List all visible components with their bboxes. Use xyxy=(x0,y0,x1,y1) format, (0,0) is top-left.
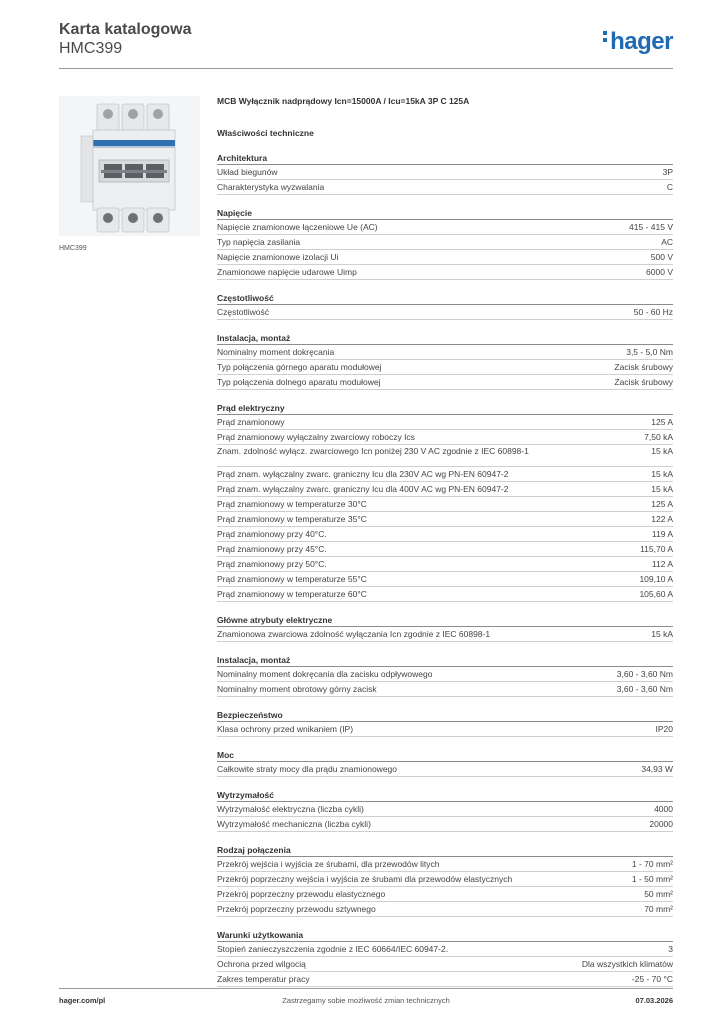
spec-value: 3P xyxy=(662,167,673,177)
spec-row xyxy=(217,872,673,887)
spec-value: 20000 xyxy=(649,819,673,829)
spec-value: Zacisk śrubowy xyxy=(614,377,673,387)
spec-group xyxy=(217,293,673,320)
spec-row xyxy=(217,627,673,642)
spec-value: C xyxy=(666,182,673,192)
spec-value: 3,60 - 3,60 Nm xyxy=(616,669,673,679)
spec-row xyxy=(217,527,673,542)
spec-group xyxy=(217,710,673,737)
document-subtitle: HMC399 xyxy=(59,40,123,57)
spec-label: Nominalny moment dokręcania dla zacisku odpływowego xyxy=(217,669,433,679)
spec-value: 70 mm² xyxy=(644,904,673,914)
spec-label: Prąd znamionowy w temperaturze 30°C xyxy=(217,499,367,509)
spec-value: 15 kA xyxy=(651,469,673,479)
spec-label: Zakres temperatur pracy xyxy=(217,974,310,984)
spec-row xyxy=(217,180,673,195)
spec-value: 6000 V xyxy=(646,267,673,277)
spec-group-title: Napięcie xyxy=(217,208,673,220)
spec-value: 125 A xyxy=(651,499,673,509)
spec-group-title: Wytrzymałość xyxy=(217,790,673,802)
footer-divider xyxy=(59,988,673,989)
spec-value: AC xyxy=(661,237,673,247)
spec-value: IP20 xyxy=(655,724,673,734)
spec-row xyxy=(217,415,673,430)
spec-value: 3,5 - 5,0 Nm xyxy=(626,347,673,357)
spec-row xyxy=(217,902,673,917)
spec-group xyxy=(217,333,673,390)
page-footer xyxy=(59,996,673,1008)
spec-label: Znamionowa zwarciowa zdolność wyłączania Icn zgodnie z IEC 60898-1 xyxy=(217,629,491,639)
spec-value: 125 A xyxy=(651,417,673,427)
document-title: Karta katalogowa xyxy=(59,21,192,38)
spec-value: 415 - 415 V xyxy=(629,222,673,232)
spec-row xyxy=(217,802,673,817)
spec-value: 4000 xyxy=(654,804,673,814)
spec-value: 50 - 60 Hz xyxy=(633,307,673,317)
image-caption: HMC399 xyxy=(59,245,87,252)
spec-row xyxy=(217,235,673,250)
spec-row xyxy=(217,722,673,737)
page-header xyxy=(59,20,673,60)
spec-row xyxy=(217,667,673,682)
spec-row xyxy=(217,587,673,602)
product-image xyxy=(59,96,200,236)
spec-label: Prąd znam. wyłączalny zwarc. graniczny Icu dla 230V AC wg PN-EN 60947-2 xyxy=(217,469,509,479)
spec-group xyxy=(217,845,673,917)
spec-value: 115,70 A xyxy=(640,544,673,554)
spec-label: Prąd znamionowy w temperaturze 60°C xyxy=(217,589,367,599)
spec-group-title: Warunki użytkowania xyxy=(217,930,673,942)
logo-text: hager xyxy=(610,28,673,55)
product-title: MCB Wyłącznik nadprądowy Icn=15000A / Icu=15kA 3P C 125A xyxy=(217,96,470,106)
spec-label: Prąd znam. wyłączalny zwarc. graniczny Icu dla 400V AC wg PN-EN 60947-2 xyxy=(217,484,509,494)
spec-group xyxy=(217,790,673,832)
spec-label: Przekrój poprzeczny przewodu sztywnego xyxy=(217,904,376,914)
spec-row xyxy=(217,512,673,527)
spec-value: 1 - 70 mm² xyxy=(631,859,673,869)
spec-value: 3,60 - 3,60 Nm xyxy=(616,684,673,694)
spec-label: Stopień zanieczyszczenia zgodnie z IEC 60664/IEC 60947-2. xyxy=(217,944,449,954)
spec-label: Znam. zdolność wyłącz. zwarciowego Icn poniżej 230 V AC zgodnie z IEC 60898-1 xyxy=(217,446,529,456)
spec-group xyxy=(217,750,673,777)
spec-group xyxy=(217,153,673,195)
header-divider xyxy=(59,68,673,69)
spec-row xyxy=(217,165,673,180)
spec-label: Prąd znamionowy w temperaturze 35°C xyxy=(217,514,367,524)
spec-value: Zacisk śrubowy xyxy=(614,362,673,372)
spec-group xyxy=(217,208,673,280)
spec-value: 34,93 W xyxy=(641,764,673,774)
spec-row xyxy=(217,817,673,832)
spec-row xyxy=(217,467,673,482)
spec-label: Wytrzymałość mechaniczna (liczba cykli) xyxy=(217,819,371,829)
spec-value: -25 - 70 °C xyxy=(631,974,673,984)
spec-value: Dla wszystkich klimatów xyxy=(581,959,673,969)
spec-group xyxy=(217,930,673,987)
spec-value: 105,60 A xyxy=(639,589,673,599)
spec-label: Typ napięcia zasilania xyxy=(217,237,301,247)
spec-row xyxy=(217,345,673,360)
spec-group xyxy=(217,655,673,697)
spec-row xyxy=(217,542,673,557)
spec-group-title: Rodzaj połączenia xyxy=(217,845,673,857)
spec-group-title: Instalacja, montaż xyxy=(217,655,673,667)
spec-label: Napięcie znamionowe łączeniowe Ue (AC) xyxy=(217,222,378,232)
spec-row xyxy=(217,482,673,497)
spec-label: Napięcie znamionowe izolacji Ui xyxy=(217,252,339,262)
spec-row xyxy=(217,557,673,572)
spec-row xyxy=(217,762,673,777)
spec-row xyxy=(217,220,673,235)
spec-label: Prąd znamionowy wyłączalny zwarciowy roboczy Ics xyxy=(217,432,415,442)
spec-value: 50 mm² xyxy=(644,889,673,899)
spec-value: 109,10 A xyxy=(639,574,673,584)
spec-label: Nominalny moment dokręcania xyxy=(217,347,335,357)
spec-label: Prąd znamionowy w temperaturze 55°C xyxy=(217,574,367,584)
hager-logo[interactable] xyxy=(603,28,673,56)
spec-label: Ochrona przed wilgocią xyxy=(217,959,306,969)
spec-label: Przekrój poprzeczny przewodu elastycznego xyxy=(217,889,386,899)
logo-dots-icon xyxy=(603,31,608,45)
spec-row xyxy=(217,942,673,957)
spec-label: Prąd znamionowy przy 40°C. xyxy=(217,529,327,539)
spec-row xyxy=(217,957,673,972)
spec-label: Prąd znamionowy przy 50°C. xyxy=(217,559,327,569)
circuit-breaker-3p-photo-icon xyxy=(59,96,200,236)
spec-label: Charakterystyka wyzwalania xyxy=(217,182,325,192)
spec-label: Wytrzymałość elektryczna (liczba cykli) xyxy=(217,804,364,814)
spec-label: Prąd znamionowy xyxy=(217,417,285,427)
spec-group-title: Prąd elektryczny xyxy=(217,403,673,415)
spec-row xyxy=(217,887,673,902)
spec-label: Typ połączenia dolnego aparatu modułowej xyxy=(217,377,381,387)
spec-label: Częstotliwość xyxy=(217,307,269,317)
spec-label: Klasa ochrony przed wnikaniem (IP) xyxy=(217,724,354,734)
spec-row xyxy=(217,430,673,445)
spec-value: 3 xyxy=(668,944,673,954)
spec-label: Całkowite straty mocy dla prądu znamionowego xyxy=(217,764,398,774)
spec-value: 1 - 50 mm² xyxy=(631,874,673,884)
spec-group-title: Moc xyxy=(217,750,673,762)
spec-row xyxy=(217,360,673,375)
spec-value: 15 kA xyxy=(651,446,673,456)
spec-value: 122 A xyxy=(651,514,673,524)
spec-group-title: Instalacja, montaż xyxy=(217,333,673,345)
spec-group-title: Główne atrybuty elektryczne xyxy=(217,615,673,627)
spec-row xyxy=(217,572,673,587)
footer-date: 07.03.2026 xyxy=(635,996,673,1005)
spec-groups xyxy=(217,153,673,987)
spec-group xyxy=(217,615,673,642)
spec-group-title: Bezpieczeństwo xyxy=(217,710,673,722)
spec-label: Przekrój wejścia i wyjścia ze śrubami, dla przewodów litych xyxy=(217,859,440,869)
footer-notice: Zastrzegamy sobie możliwość zmian technicznych xyxy=(282,996,450,1005)
spec-value: 15 kA xyxy=(651,484,673,494)
spec-value: 500 V xyxy=(650,252,673,262)
spec-label: Typ połączenia górnego aparatu modułowej xyxy=(217,362,382,372)
spec-row xyxy=(217,972,673,987)
spec-label: Prąd znamionowy przy 45°C. xyxy=(217,544,327,554)
specs-content xyxy=(217,96,673,987)
spec-row xyxy=(217,857,673,872)
spec-row xyxy=(217,375,673,390)
spec-row xyxy=(217,445,673,467)
spec-value: 7,50 kA xyxy=(644,432,673,442)
spec-label: Układ biegunów xyxy=(217,167,278,177)
spec-row xyxy=(217,682,673,697)
spec-row xyxy=(217,305,673,320)
spec-label: Przekrój poprzeczny wejścia i wyjścia ze śrubami dla przewodów elastycznych xyxy=(217,874,513,884)
section-heading: Właściwości techniczne xyxy=(217,128,314,138)
spec-label: Nominalny moment obrotowy górny zacisk xyxy=(217,684,377,694)
spec-row xyxy=(217,497,673,512)
spec-value: 112 A xyxy=(651,559,673,569)
spec-value: 15 kA xyxy=(651,629,673,639)
footer-website-link[interactable]: hager.com/pl xyxy=(59,996,106,1005)
spec-group-title: Architektura xyxy=(217,153,673,165)
spec-row xyxy=(217,250,673,265)
spec-label: Znamionowe napięcie udarowe Uimp xyxy=(217,267,357,277)
spec-group xyxy=(217,403,673,602)
spec-value: 119 A xyxy=(651,529,673,539)
spec-row xyxy=(217,265,673,280)
spec-group-title: Częstotliwość xyxy=(217,293,673,305)
